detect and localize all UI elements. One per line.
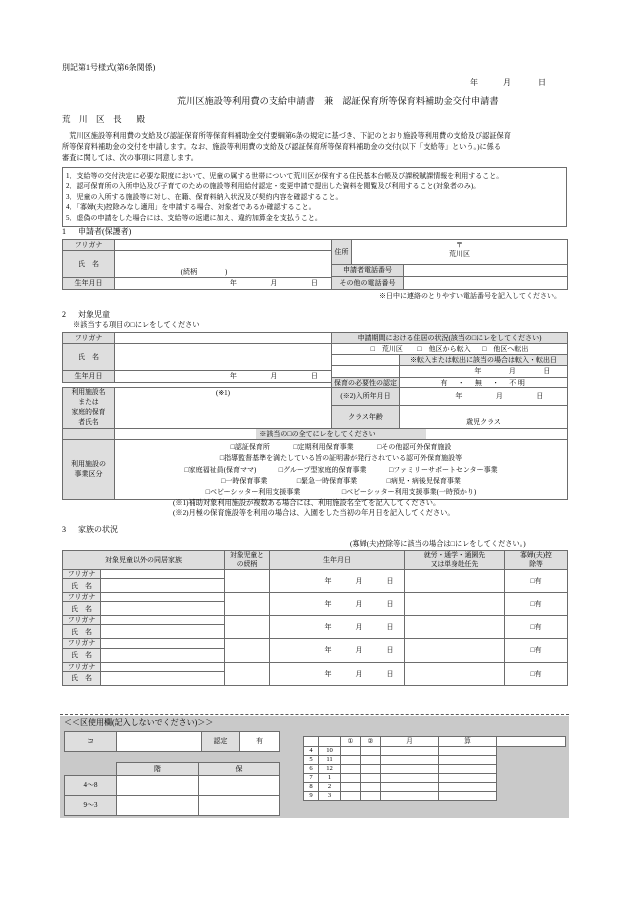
family-widow-check[interactable]: □有 bbox=[505, 662, 568, 685]
family-col-widow-1: 寡婦(夫)控 bbox=[520, 552, 552, 559]
applicant-furigana-input[interactable] bbox=[115, 240, 332, 251]
ward-period-corner bbox=[65, 763, 117, 776]
family-birth-input[interactable]: 年 月 日 bbox=[270, 662, 405, 685]
type-opt-group-katei[interactable]: □グループ型家庭的保育事業 bbox=[278, 465, 367, 474]
entry-year: 年 bbox=[455, 392, 463, 401]
ward-approval-value[interactable]: 有 bbox=[240, 732, 280, 752]
entry-class-table bbox=[331, 387, 568, 429]
family-col-work bbox=[405, 551, 505, 570]
ward-grid-cell-2[interactable] bbox=[361, 765, 381, 774]
ward-code-input[interactable] bbox=[117, 732, 202, 752]
consent-item-3: 3．児童の入所する施設等に対し、在籍、保育料納入状況及び契約内容を確認すること。 bbox=[66, 192, 343, 201]
intro-paragraph bbox=[62, 131, 511, 164]
date-month-label: 月 bbox=[503, 78, 511, 87]
applicant-birth-year: 年 bbox=[229, 279, 237, 288]
applicant-furigana-label: フリガナ bbox=[63, 240, 115, 251]
ward-grid-month-a: 8 bbox=[304, 783, 319, 792]
ward-grid-row bbox=[304, 792, 566, 801]
care-need-label: 保育の必要性の認定 bbox=[332, 378, 400, 390]
family-work-input[interactable] bbox=[405, 570, 505, 593]
family-relation-input[interactable] bbox=[225, 616, 270, 639]
child-name-table bbox=[62, 332, 332, 383]
family-relation-input[interactable] bbox=[225, 639, 270, 662]
child-name-input[interactable] bbox=[115, 344, 332, 371]
facility-name-label-1: 利用施設名 bbox=[71, 389, 106, 397]
transfer-spacer bbox=[332, 355, 400, 366]
child-furigana-input[interactable] bbox=[115, 333, 332, 344]
facility-type-note: ※該当の□の全てにレをしてください bbox=[256, 429, 425, 439]
form-code: 別記第1号様式(第6条関係) bbox=[62, 63, 156, 72]
ward-period-row-1-col-1[interactable] bbox=[117, 776, 199, 796]
family-col-cohabit: 対象児童以外の同居家族 bbox=[63, 551, 225, 570]
facility-type-label-cell-top bbox=[63, 429, 115, 440]
class-age-suffix: 歳児クラス bbox=[466, 417, 501, 426]
ward-grid-cell-calc[interactable] bbox=[439, 756, 497, 765]
applicant-phone-input[interactable] bbox=[404, 265, 568, 277]
applicant-address-table bbox=[331, 239, 568, 290]
family-work-input[interactable] bbox=[405, 593, 505, 616]
family-work-input[interactable] bbox=[405, 639, 505, 662]
ward-grid-cell-month[interactable] bbox=[381, 747, 439, 756]
family-work-input[interactable] bbox=[405, 662, 505, 685]
consent-item-4: 4．「寡婦(夫)控除みなし適用」を申請する場合、対象者であるか確認すること。 bbox=[66, 203, 316, 212]
transfer-date-input[interactable] bbox=[400, 366, 568, 378]
ward-period-row-1-col-2[interactable] bbox=[199, 776, 280, 796]
section3-heading: 家族の状況 bbox=[78, 525, 118, 534]
ward-grid-head-2: ② bbox=[361, 737, 381, 747]
ward-grid-cell-month[interactable] bbox=[381, 756, 439, 765]
intro-line-1: 荒川区施設等利用費の支給及び認証保育所等保育料補助金交付要綱第6条の規定に基づき、下記のとおり施設等利用費の支給及び認証保育 bbox=[62, 132, 511, 140]
ward-sub-header-left: 階 bbox=[117, 763, 199, 776]
child-birth-input[interactable] bbox=[115, 371, 332, 383]
family-name-input[interactable] bbox=[101, 671, 225, 685]
family-furigana-input[interactable] bbox=[101, 616, 225, 625]
ward-grid-month-a: 4 bbox=[304, 747, 319, 756]
entry-date-input[interactable] bbox=[400, 388, 568, 406]
family-name-label: 氏 名 bbox=[63, 648, 101, 662]
ward-grid-cell-1[interactable] bbox=[341, 792, 361, 801]
family-furigana-label: フリガナ bbox=[63, 639, 101, 648]
ward-grid-head-month: 月 bbox=[381, 737, 439, 747]
entry-month: 月 bbox=[495, 392, 503, 401]
ward-grid-cell-calc[interactable] bbox=[439, 792, 497, 801]
ward-grid-row bbox=[304, 747, 566, 756]
ward-grid-cell-month[interactable] bbox=[381, 783, 439, 792]
residence-option-move-in[interactable]: □ 他区から転入 bbox=[417, 344, 471, 353]
facility-note-mark: (※1) bbox=[215, 389, 231, 397]
ward-grid-cell-month[interactable] bbox=[381, 774, 439, 783]
applicant-relation-note: (続柄 ) bbox=[180, 267, 228, 276]
ward-grid-month-b: 1 bbox=[319, 774, 341, 783]
ward-grid-cell-2[interactable] bbox=[361, 774, 381, 783]
care-need-options[interactable]: 有 ・ 無 ・ 不明 bbox=[400, 378, 568, 390]
ward-sub-header-right: 保 bbox=[199, 763, 280, 776]
family-relation-input[interactable] bbox=[225, 570, 270, 593]
ward-grid-cell-calc[interactable] bbox=[439, 783, 497, 792]
residence-option-arakawa[interactable]: □ 荒川区 bbox=[370, 344, 403, 353]
ward-grid-cell-2[interactable] bbox=[361, 783, 381, 792]
ward-use-header: ＜＜区使用欄(記入しないでください)＞＞ bbox=[64, 718, 214, 727]
consent-box bbox=[62, 167, 567, 227]
family-col-relation-2: の続柄 bbox=[236, 561, 258, 569]
ward-period-row-2-label: 9～3 bbox=[65, 796, 117, 816]
consent-item-1: 1．支給等の交付決定に必要な限度において、児童の属する世帯について荒川区が保有する住民基本台帳及び課税賦課情報を利用すること。 bbox=[66, 171, 504, 180]
family-name-input[interactable] bbox=[101, 625, 225, 639]
ward-grid-side-empty bbox=[497, 783, 566, 792]
ward-grid-cell-calc[interactable] bbox=[439, 774, 497, 783]
ward-grid-cell-2[interactable] bbox=[361, 747, 381, 756]
family-relation-input[interactable] bbox=[225, 593, 270, 616]
ward-code-label: コ bbox=[65, 732, 117, 752]
family-furigana-input[interactable] bbox=[101, 662, 225, 671]
ward-grid-cell-1[interactable] bbox=[341, 774, 361, 783]
family-name-label: 氏 名 bbox=[63, 602, 101, 616]
entry-day: 日 bbox=[536, 392, 544, 401]
ward-grid-month-b: 10 bbox=[319, 747, 341, 756]
ward-grid-row bbox=[304, 774, 566, 783]
family-widow-check[interactable]: □有 bbox=[505, 570, 568, 593]
type-row-2 bbox=[115, 453, 567, 464]
postal-mark: 〒 bbox=[456, 241, 463, 249]
type-opt-shidou[interactable]: □指導監督基準を満たしている旨の証明書が発行されている認可外保育施設等 bbox=[219, 454, 463, 463]
facility-name-input[interactable] bbox=[115, 388, 332, 429]
residence-option-move-out[interactable]: □ 他区へ転出 bbox=[482, 344, 529, 353]
family-birth-input[interactable]: 年 月 日 bbox=[270, 593, 405, 616]
child-furigana-label: フリガナ bbox=[63, 333, 115, 344]
section2-check-note: ※該当する項目の□にレをしてください bbox=[73, 321, 200, 329]
family-col-relation bbox=[225, 551, 270, 570]
child-birth-month: 月 bbox=[270, 372, 278, 381]
type-opt-byouji[interactable]: □病児・病後児保育事業 bbox=[386, 477, 461, 486]
ward-grid-head-calc: 算 bbox=[439, 737, 497, 747]
page-title: 荒川区施設等利用費の支給申請書 兼 認証保育所等保育料補助金交付申請書 bbox=[177, 96, 499, 106]
facility-name-table bbox=[62, 387, 332, 429]
ward-grid-head-1: ① bbox=[341, 737, 361, 747]
section2-footnote-1: (※1)補助対象利用施設が複数ある場合には、利用施設名全てを記入してください。 bbox=[173, 499, 441, 507]
transfer-day: 日 bbox=[543, 367, 551, 376]
residence-header: 申請期間における住居の状況(該当の□にレをしてください) bbox=[332, 333, 568, 344]
section3-widow-note: (寡婦(夫)控除等に該当の場合は□にレをしてください。) bbox=[350, 540, 526, 548]
ward-grid-cell-calc[interactable] bbox=[439, 765, 497, 774]
family-col-work-2: 又は単身赴任先 bbox=[430, 561, 479, 569]
facility-type-label bbox=[63, 440, 115, 500]
facility-type-options[interactable] bbox=[115, 440, 568, 500]
section2-footnote-2: (※2)月極の保育施設等を利用の場合は、入園をした当初の年月日を記入してください。 bbox=[173, 509, 455, 517]
date-day-label: 日 bbox=[538, 78, 546, 87]
family-name-input[interactable] bbox=[101, 579, 225, 593]
type-opt-kinkyu-ichiji[interactable]: □緊急一時保育事業 bbox=[296, 477, 358, 486]
ward-grid-month-b: 11 bbox=[319, 756, 341, 765]
applicant-phone-label: 申請者電話番号 bbox=[332, 265, 404, 277]
type-row-5 bbox=[115, 487, 567, 498]
family-row-furigana bbox=[63, 639, 568, 648]
family-col-birth: 生年月日 bbox=[270, 551, 405, 570]
type-row-1 bbox=[115, 442, 567, 453]
family-name-input[interactable] bbox=[101, 602, 225, 616]
family-row-furigana bbox=[63, 593, 568, 602]
family-furigana-label: フリガナ bbox=[63, 570, 101, 579]
family-furigana-label: フリガナ bbox=[63, 662, 101, 671]
ward-grid-side-box[interactable] bbox=[497, 737, 566, 747]
family-col-relation-1: 対象児童と bbox=[230, 552, 264, 559]
ward-grid-side-empty bbox=[497, 774, 566, 783]
section1-heading: 申請者(保護者) bbox=[78, 227, 132, 236]
class-age-input[interactable] bbox=[400, 406, 568, 429]
ward-grid-month-b: 2 bbox=[319, 783, 341, 792]
ward-grid-month-a: 6 bbox=[304, 765, 319, 774]
ward-grid-cell-1[interactable] bbox=[341, 747, 361, 756]
family-furigana-input[interactable] bbox=[101, 639, 225, 648]
type-row-4 bbox=[115, 476, 567, 487]
intro-line-2: 所等保育料補助金の交付を申請します。なお、施設等利用費の支給及び認証保育所等保育料補助金の交付(以下「支給等」という。)に係る bbox=[62, 143, 502, 152]
applicant-address-label: 住所 bbox=[332, 240, 352, 265]
ward-grid-cell-1[interactable] bbox=[341, 756, 361, 765]
section3-number: 3 bbox=[62, 525, 66, 534]
transfer-note: ※転入または転出に該当の場合は転入・転出日 bbox=[400, 355, 568, 366]
transfer-date-spacer bbox=[332, 366, 400, 378]
family-table bbox=[62, 550, 568, 686]
family-furigana-input[interactable] bbox=[101, 593, 225, 602]
applicant-birth-day: 日 bbox=[310, 279, 318, 288]
section1-number: 1 bbox=[62, 227, 66, 236]
ward-grid-month-b: 3 bbox=[319, 792, 341, 801]
family-work-input[interactable] bbox=[405, 616, 505, 639]
facility-name-label-2: または bbox=[78, 399, 99, 407]
ward-code-table bbox=[64, 731, 280, 752]
ward-grid-side-empty bbox=[497, 792, 566, 801]
transfer-year: 年 bbox=[474, 367, 482, 376]
applicant-name-table bbox=[62, 239, 332, 290]
ward-grid-row bbox=[304, 756, 566, 765]
type-opt-other-ninkagai[interactable]: □その他認可外保育施設 bbox=[377, 443, 452, 452]
family-widow-check[interactable]: □有 bbox=[505, 639, 568, 662]
ward-grid-month-a: 9 bbox=[304, 792, 319, 801]
facility-name-label-4: 者氏名 bbox=[78, 418, 99, 426]
type-opt-family-support[interactable]: □ファミリーサポートセンター事業 bbox=[388, 465, 498, 474]
family-birth-input[interactable]: 年 月 日 bbox=[270, 570, 405, 593]
facility-name-label-3: 家庭的保育 bbox=[71, 409, 106, 416]
facility-type-table bbox=[62, 428, 568, 500]
ward-grid-row bbox=[304, 783, 566, 792]
phone-note: ※日中に連絡のとりやすい電話番号を記入してください。 bbox=[379, 292, 561, 300]
family-name-label: 氏 名 bbox=[63, 671, 101, 685]
type-opt-katei-fukushi[interactable]: □家庭福祉員(保育ママ) bbox=[184, 465, 257, 474]
ward-use-divider bbox=[60, 714, 569, 715]
child-name-label: 氏 名 bbox=[63, 344, 115, 371]
consent-item-2: 2．認可保育所の入所申込及び子育てのための施設等利用給付認定・変更申請で提出した資料を閲覧及び利用すること(対象者のみ)。 bbox=[66, 182, 481, 191]
other-phone-label: その他の電話番号 bbox=[332, 277, 404, 290]
family-col-widow bbox=[505, 551, 568, 570]
type-opt-ninsho[interactable]: □認証保育所 bbox=[230, 443, 270, 452]
ward-approval-label: 認定 bbox=[202, 732, 240, 752]
ward-grid-month-b: 12 bbox=[319, 765, 341, 774]
type-opt-babysitter-temp[interactable]: □ベビーシッター利用支援事業(一時預かり) bbox=[341, 488, 477, 497]
address-prefill: 荒川区 bbox=[449, 250, 470, 259]
date-year-label: 年 bbox=[470, 78, 478, 87]
transfer-month: 月 bbox=[508, 367, 516, 376]
entry-date-label: (※2)入所年月日 bbox=[332, 388, 400, 406]
addressee: 荒 川 区 長 殿 bbox=[62, 114, 149, 124]
ward-period-table bbox=[64, 762, 280, 816]
family-furigana-input[interactable] bbox=[101, 570, 225, 579]
ward-period-row-2-col-1[interactable] bbox=[117, 796, 199, 816]
ward-grid-cell-1[interactable] bbox=[341, 783, 361, 792]
ward-grid-month-a: 5 bbox=[304, 756, 319, 765]
ward-grid-cell-1[interactable] bbox=[341, 765, 361, 774]
family-widow-check[interactable]: □有 bbox=[505, 616, 568, 639]
type-row-3 bbox=[115, 465, 567, 476]
family-widow-check[interactable]: □有 bbox=[505, 593, 568, 616]
class-age-label: クラス年齢 bbox=[332, 406, 400, 429]
family-col-work-1: 就労・通学・通園先 bbox=[423, 552, 486, 559]
type-opt-ichiji[interactable]: □一時保育事業 bbox=[221, 477, 268, 486]
applicant-address-input[interactable] bbox=[352, 240, 568, 265]
ward-period-row-2-col-2[interactable] bbox=[199, 796, 280, 816]
applicant-birth-label: 生年月日 bbox=[63, 278, 115, 290]
family-row-furigana bbox=[63, 662, 568, 671]
other-phone-input[interactable] bbox=[404, 277, 568, 290]
consent-item-5: 5．虚偽の申請をした場合には、支給等の返還に加え、違約加算金を支払うこと。 bbox=[66, 214, 322, 222]
family-name-label: 氏 名 bbox=[63, 579, 101, 593]
intro-line-3: 審査に関しては、次の事項に同意します。 bbox=[62, 154, 198, 163]
family-row-furigana bbox=[63, 616, 568, 625]
applicant-name-input[interactable] bbox=[115, 251, 332, 278]
ward-grid-head-blank1 bbox=[304, 737, 319, 747]
ward-grid-cell-month[interactable] bbox=[381, 792, 439, 801]
family-name-label: 氏 名 bbox=[63, 625, 101, 639]
ward-grid-cell-2[interactable] bbox=[361, 792, 381, 801]
section2-number: 2 bbox=[62, 310, 66, 319]
ward-grid-row bbox=[304, 765, 566, 774]
type-opt-teiki[interactable]: □定期利用保育事業 bbox=[293, 443, 354, 452]
ward-grid-cell-month[interactable] bbox=[381, 765, 439, 774]
family-furigana-label: フリガナ bbox=[63, 593, 101, 602]
family-birth-input[interactable]: 年 月 日 bbox=[270, 639, 405, 662]
ward-grid-cell-2[interactable] bbox=[361, 756, 381, 765]
residence-options[interactable] bbox=[332, 344, 568, 355]
ward-grid-table bbox=[303, 736, 566, 801]
facility-type-label-1: 利用施設の bbox=[71, 459, 106, 468]
ward-grid-month-a: 7 bbox=[304, 774, 319, 783]
facility-name-label bbox=[63, 388, 115, 429]
facility-type-note-cell bbox=[115, 429, 568, 440]
applicant-birth-input[interactable] bbox=[115, 278, 332, 290]
family-row-furigana bbox=[63, 570, 568, 579]
type-opt-babysitter[interactable]: □ベビーシッター利用支援事業 bbox=[205, 488, 301, 497]
ward-grid-cell-calc[interactable] bbox=[439, 747, 497, 756]
ward-grid-head-blank2 bbox=[319, 737, 341, 747]
family-relation-input[interactable] bbox=[225, 662, 270, 685]
section2-heading: 対象児童 bbox=[78, 310, 110, 319]
child-birth-day: 日 bbox=[310, 372, 318, 381]
child-birth-label: 生年月日 bbox=[63, 371, 115, 383]
family-name-input[interactable] bbox=[101, 648, 225, 662]
facility-type-label-2: 事業区分 bbox=[74, 470, 103, 479]
family-furigana-label: フリガナ bbox=[63, 616, 101, 625]
applicant-birth-month: 月 bbox=[270, 279, 278, 288]
ward-period-row-1-label: 4～8 bbox=[65, 776, 117, 796]
child-birth-year: 年 bbox=[229, 372, 237, 381]
family-birth-input[interactable]: 年 月 日 bbox=[270, 616, 405, 639]
family-col-widow-2: 除等 bbox=[529, 561, 543, 569]
applicant-name-label: 氏 名 bbox=[63, 251, 115, 278]
residence-status-table bbox=[331, 332, 568, 390]
